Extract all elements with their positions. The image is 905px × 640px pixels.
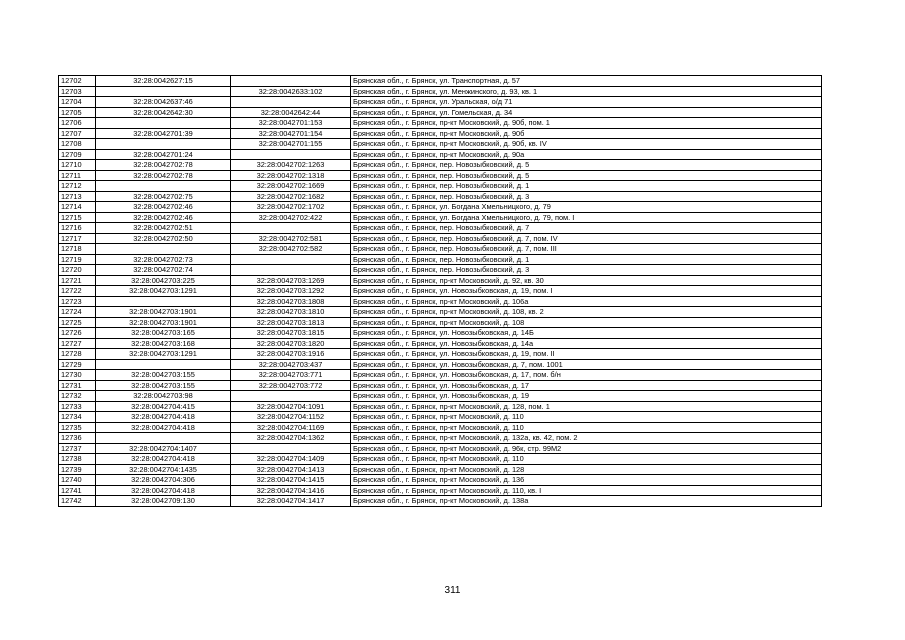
land-cadastral-number-cell: 32:28:0042703:155: [96, 370, 231, 381]
row-number-cell: 12702: [59, 76, 96, 87]
land-cadastral-number-cell: 32:28:0042704:1435: [96, 464, 231, 475]
address-cell: Брянская обл., г. Брянск, ул. Новозыбковская, д. 7, пом. 1001: [351, 359, 822, 370]
land-cadastral-number-cell: [96, 433, 231, 444]
table-row: [59, 475, 822, 486]
address-cell: Брянская обл., г. Брянск, ул. Новозыбковская, д. 17, пом. б/н: [351, 370, 822, 381]
table-row: [59, 464, 822, 475]
row-number-cell: 12728: [59, 349, 96, 360]
table-row: [59, 433, 822, 444]
table-row: [59, 359, 822, 370]
table-row: [59, 76, 822, 87]
land-cadastral-number-cell: 32:28:0042702:78: [96, 170, 231, 181]
land-cadastral-number-cell: 32:28:0042702:74: [96, 265, 231, 276]
address-cell: Брянская обл., г. Брянск, пр-кт Московский, д. 138а: [351, 496, 822, 507]
address-cell: Брянская обл., г. Брянск, пр-кт Московский, д. 110, кв. I: [351, 485, 822, 496]
land-cadastral-number-cell: 32:28:0042702:51: [96, 223, 231, 234]
row-number-cell: 12710: [59, 160, 96, 171]
land-cadastral-number-cell: 32:28:0042709:130: [96, 496, 231, 507]
row-number-cell: 12723: [59, 296, 96, 307]
table-row: [59, 485, 822, 496]
address-cell: Брянская обл., г. Брянск, пер. Новозыбковский, д. 5: [351, 160, 822, 171]
table-row: [59, 391, 822, 402]
land-cadastral-number-cell: 32:28:0042703:168: [96, 338, 231, 349]
address-cell: Брянская обл., г. Брянск, пер. Новозыбковский, д. 3: [351, 191, 822, 202]
row-number-cell: 12736: [59, 433, 96, 444]
land-cadastral-number-cell: 32:28:0042702:75: [96, 191, 231, 202]
row-number-cell: 12742: [59, 496, 96, 507]
object-cadastral-number-cell: 32:28:0042703:1810: [231, 307, 351, 318]
table-row: [59, 317, 822, 328]
address-cell: Брянская обл., г. Брянск, пр-кт Московский, д. 96к, стр. 99М2: [351, 443, 822, 454]
table-row: [59, 223, 822, 234]
object-cadastral-number-cell: [231, 149, 351, 160]
object-cadastral-number-cell: 32:28:0042701:155: [231, 139, 351, 150]
land-cadastral-number-cell: 32:28:0042702:50: [96, 233, 231, 244]
address-cell: Брянская обл., г. Брянск, ул. Новозыбковская, д. 14а: [351, 338, 822, 349]
table-row: [59, 380, 822, 391]
row-number-cell: 12740: [59, 475, 96, 486]
row-number-cell: 12720: [59, 265, 96, 276]
object-cadastral-number-cell: [231, 76, 351, 87]
table-row: [59, 443, 822, 454]
row-number-cell: 12712: [59, 181, 96, 192]
address-cell: Брянская обл., г. Брянск, ул. Уральская, о/д 71: [351, 97, 822, 108]
address-cell: Брянская обл., г. Брянск, ул. Богдана Хмельницкого, д. 79, пом. I: [351, 212, 822, 223]
table-row: [59, 128, 822, 139]
object-cadastral-number-cell: 32:28:0042642:44: [231, 107, 351, 118]
object-cadastral-number-cell: 32:28:0042703:437: [231, 359, 351, 370]
land-cadastral-number-cell: 32:28:0042703:1291: [96, 349, 231, 360]
table-row: [59, 328, 822, 339]
table-row: [59, 422, 822, 433]
land-cadastral-number-cell: 32:28:0042642:30: [96, 107, 231, 118]
address-cell: Брянская обл., г. Брянск, пр-кт Московский, д. 110: [351, 412, 822, 423]
table-row: [59, 265, 822, 276]
object-cadastral-number-cell: 32:28:0042702:1318: [231, 170, 351, 181]
address-cell: Брянская обл., г. Брянск, ул. Новозыбковская, д. 19, пом. II: [351, 349, 822, 360]
table-row: [59, 401, 822, 412]
table-row: [59, 191, 822, 202]
land-cadastral-number-cell: [96, 181, 231, 192]
land-cadastral-number-cell: 32:28:0042703:155: [96, 380, 231, 391]
table-row: [59, 296, 822, 307]
land-cadastral-number-cell: 32:28:0042704:418: [96, 485, 231, 496]
row-number-cell: 12706: [59, 118, 96, 129]
row-number-cell: 12704: [59, 97, 96, 108]
row-number-cell: 12739: [59, 464, 96, 475]
table-row: [59, 170, 822, 181]
object-cadastral-number-cell: [231, 97, 351, 108]
row-number-cell: 12737: [59, 443, 96, 454]
object-cadastral-number-cell: 32:28:0042702:1682: [231, 191, 351, 202]
land-cadastral-number-cell: [96, 244, 231, 255]
address-cell: Брянская обл., г. Брянск, пр-кт Московский, д. 128, пом. 1: [351, 401, 822, 412]
land-cadastral-number-cell: 32:28:0042703:1291: [96, 286, 231, 297]
object-cadastral-number-cell: [231, 223, 351, 234]
object-cadastral-number-cell: 32:28:0042702:1669: [231, 181, 351, 192]
address-cell: Брянская обл., г. Брянск, пр-кт Московский, д. 128: [351, 464, 822, 475]
address-cell: Брянская обл., г. Брянск, ул. Новозыбковская, д. 19, пом. I: [351, 286, 822, 297]
table-row: [59, 286, 822, 297]
row-number-cell: 12717: [59, 233, 96, 244]
address-cell: Брянская обл., г. Брянск, ул. Менжинского, д. 93, кв. 1: [351, 86, 822, 97]
land-cadastral-number-cell: [96, 118, 231, 129]
object-cadastral-number-cell: [231, 254, 351, 265]
table-row: [59, 307, 822, 318]
table-row: [59, 97, 822, 108]
address-cell: Брянская обл., г. Брянск, пр-кт Московский, д. 132а, кв. 42, пом. 2: [351, 433, 822, 444]
object-cadastral-number-cell: 32:28:0042703:772: [231, 380, 351, 391]
table-row: [59, 275, 822, 286]
address-cell: Брянская обл., г. Брянск, пр-кт Московский, д. 90а: [351, 149, 822, 160]
object-cadastral-number-cell: 32:28:0042702:422: [231, 212, 351, 223]
object-cadastral-number-cell: 32:28:0042704:1416: [231, 485, 351, 496]
row-number-cell: 12725: [59, 317, 96, 328]
address-cell: Брянская обл., г. Брянск, пр-кт Московский, д. 136: [351, 475, 822, 486]
page-number: 311: [444, 585, 461, 596]
address-cell: Брянская обл., г. Брянск, пр-кт Московский, д. 108, кв. 2: [351, 307, 822, 318]
object-cadastral-number-cell: 32:28:0042704:1152: [231, 412, 351, 423]
address-cell: Брянская обл., г. Брянск, пер. Новозыбковский, д. 1: [351, 181, 822, 192]
table-row: [59, 181, 822, 192]
row-number-cell: 12703: [59, 86, 96, 97]
land-cadastral-number-cell: 32:28:0042701:39: [96, 128, 231, 139]
object-cadastral-number-cell: 32:28:0042702:581: [231, 233, 351, 244]
land-cadastral-number-cell: 32:28:0042702:46: [96, 212, 231, 223]
land-cadastral-number-cell: 32:28:0042703:1901: [96, 307, 231, 318]
address-cell: Брянская обл., г. Брянск, пр-кт Московский, д. 90б, кв. IV: [351, 139, 822, 150]
object-cadastral-number-cell: [231, 265, 351, 276]
row-number-cell: 12716: [59, 223, 96, 234]
table-row: [59, 454, 822, 465]
table-row: [59, 244, 822, 255]
address-cell: Брянская обл., г. Брянск, пр-кт Московский, д. 108: [351, 317, 822, 328]
address-cell: Брянская обл., г. Брянск, пр-кт Московский, д. 92, кв. 30: [351, 275, 822, 286]
row-number-cell: 12732: [59, 391, 96, 402]
address-cell: Брянская обл., г. Брянск, пр-кт Московский, д. 90б, пом. 1: [351, 118, 822, 129]
row-number-cell: 12714: [59, 202, 96, 213]
table-row: [59, 338, 822, 349]
row-number-cell: 12727: [59, 338, 96, 349]
object-cadastral-number-cell: 32:28:0042704:1415: [231, 475, 351, 486]
row-number-cell: 12741: [59, 485, 96, 496]
address-cell: Брянская обл., г. Брянск, ул. Транспортная, д. 57: [351, 76, 822, 87]
address-cell: Брянская обл., г. Брянск, пр-кт Московский, д. 110: [351, 422, 822, 433]
address-cell: Брянская обл., г. Брянск, пер. Новозыбковский, д. 7, пом. III: [351, 244, 822, 255]
land-cadastral-number-cell: 32:28:0042704:415: [96, 401, 231, 412]
object-cadastral-number-cell: [231, 443, 351, 454]
object-cadastral-number-cell: [231, 391, 351, 402]
table-row: [59, 160, 822, 171]
land-cadastral-number-cell: 32:28:0042702:78: [96, 160, 231, 171]
object-cadastral-number-cell: 32:28:0042703:1269: [231, 275, 351, 286]
row-number-cell: 12730: [59, 370, 96, 381]
land-cadastral-number-cell: 32:28:0042703:98: [96, 391, 231, 402]
object-cadastral-number-cell: 32:28:0042704:1413: [231, 464, 351, 475]
object-cadastral-number-cell: 32:28:0042701:153: [231, 118, 351, 129]
land-cadastral-number-cell: 32:28:0042704:418: [96, 422, 231, 433]
land-cadastral-number-cell: 32:28:0042703:1901: [96, 317, 231, 328]
row-number-cell: 12713: [59, 191, 96, 202]
land-cadastral-number-cell: [96, 296, 231, 307]
registry-table-body: [59, 76, 822, 507]
row-number-cell: 12729: [59, 359, 96, 370]
row-number-cell: 12738: [59, 454, 96, 465]
address-cell: Брянская обл., г. Брянск, пер. Новозыбковский, д. 7: [351, 223, 822, 234]
row-number-cell: 12711: [59, 170, 96, 181]
address-cell: Брянская обл., г. Брянск, ул. Новозыбковская, д. 19: [351, 391, 822, 402]
address-cell: Брянская обл., г. Брянск, ул. Богдана Хмельницкого, д. 79: [351, 202, 822, 213]
object-cadastral-number-cell: 32:28:0042702:1263: [231, 160, 351, 171]
object-cadastral-number-cell: 32:28:0042703:1813: [231, 317, 351, 328]
object-cadastral-number-cell: 32:28:0042703:1808: [231, 296, 351, 307]
object-cadastral-number-cell: 32:28:0042704:1409: [231, 454, 351, 465]
object-cadastral-number-cell: 32:28:0042703:1820: [231, 338, 351, 349]
object-cadastral-number-cell: 32:28:0042704:1091: [231, 401, 351, 412]
table-row: [59, 233, 822, 244]
row-number-cell: 12733: [59, 401, 96, 412]
address-cell: Брянская обл., г. Брянск, ул. Новозыбковская, д. 17: [351, 380, 822, 391]
land-cadastral-number-cell: 32:28:0042704:306: [96, 475, 231, 486]
table-row: [59, 496, 822, 507]
object-cadastral-number-cell: 32:28:0042704:1417: [231, 496, 351, 507]
table-row: [59, 212, 822, 223]
object-cadastral-number-cell: 32:28:0042703:1916: [231, 349, 351, 360]
object-cadastral-number-cell: 32:28:0042701:154: [231, 128, 351, 139]
land-cadastral-number-cell: [96, 359, 231, 370]
address-cell: Брянская обл., г. Брянск, ул. Новозыбковская, д. 14Б: [351, 328, 822, 339]
row-number-cell: 12719: [59, 254, 96, 265]
object-cadastral-number-cell: 32:28:0042702:1702: [231, 202, 351, 213]
table-row: [59, 370, 822, 381]
table-row: [59, 118, 822, 129]
object-cadastral-number-cell: 32:28:0042704:1169: [231, 422, 351, 433]
row-number-cell: 12721: [59, 275, 96, 286]
address-cell: Брянская обл., г. Брянск, пер. Новозыбковский, д. 1: [351, 254, 822, 265]
row-number-cell: 12709: [59, 149, 96, 160]
land-cadastral-number-cell: 32:28:0042702:46: [96, 202, 231, 213]
land-cadastral-number-cell: [96, 139, 231, 150]
row-number-cell: 12707: [59, 128, 96, 139]
row-number-cell: 12718: [59, 244, 96, 255]
table-row: [59, 86, 822, 97]
registry-table: [58, 75, 822, 507]
land-cadastral-number-cell: 32:28:0042703:225: [96, 275, 231, 286]
table-row: [59, 349, 822, 360]
land-cadastral-number-cell: 32:28:0042702:73: [96, 254, 231, 265]
address-cell: Брянская обл., г. Брянск, пр-кт Московский, д. 110: [351, 454, 822, 465]
address-cell: Брянская обл., г. Брянск, пер. Новозыбковский, д. 7, пом. IV: [351, 233, 822, 244]
row-number-cell: 12708: [59, 139, 96, 150]
row-number-cell: 12735: [59, 422, 96, 433]
land-cadastral-number-cell: 32:28:0042704:418: [96, 454, 231, 465]
land-cadastral-number-cell: 32:28:0042637:46: [96, 97, 231, 108]
table-row: [59, 107, 822, 118]
table-row: [59, 149, 822, 160]
address-cell: Брянская обл., г. Брянск, пер. Новозыбковский, д. 5: [351, 170, 822, 181]
object-cadastral-number-cell: 32:28:0042703:1815: [231, 328, 351, 339]
table-row: [59, 139, 822, 150]
row-number-cell: 12726: [59, 328, 96, 339]
address-cell: Брянская обл., г. Брянск, пр-кт Московский, д. 106а: [351, 296, 822, 307]
row-number-cell: 12734: [59, 412, 96, 423]
land-cadastral-number-cell: [96, 86, 231, 97]
row-number-cell: 12715: [59, 212, 96, 223]
land-cadastral-number-cell: 32:28:0042701:24: [96, 149, 231, 160]
row-number-cell: 12722: [59, 286, 96, 297]
table-row: [59, 254, 822, 265]
row-number-cell: 12705: [59, 107, 96, 118]
object-cadastral-number-cell: 32:28:0042633:102: [231, 86, 351, 97]
object-cadastral-number-cell: 32:28:0042704:1362: [231, 433, 351, 444]
address-cell: Брянская обл., г. Брянск, пер. Новозыбковский, д. 3: [351, 265, 822, 276]
row-number-cell: 12731: [59, 380, 96, 391]
object-cadastral-number-cell: 32:28:0042702:582: [231, 244, 351, 255]
object-cadastral-number-cell: 32:28:0042703:771: [231, 370, 351, 381]
land-cadastral-number-cell: 32:28:0042704:418: [96, 412, 231, 423]
row-number-cell: 12724: [59, 307, 96, 318]
land-cadastral-number-cell: 32:28:0042627:15: [96, 76, 231, 87]
table-row: [59, 412, 822, 423]
table-row: [59, 202, 822, 213]
object-cadastral-number-cell: 32:28:0042703:1292: [231, 286, 351, 297]
land-cadastral-number-cell: 32:28:0042704:1407: [96, 443, 231, 454]
land-cadastral-number-cell: 32:28:0042703:165: [96, 328, 231, 339]
address-cell: Брянская обл., г. Брянск, ул. Гомельская, д. 34: [351, 107, 822, 118]
address-cell: Брянская обл., г. Брянск, пр-кт Московский, д. 90б: [351, 128, 822, 139]
